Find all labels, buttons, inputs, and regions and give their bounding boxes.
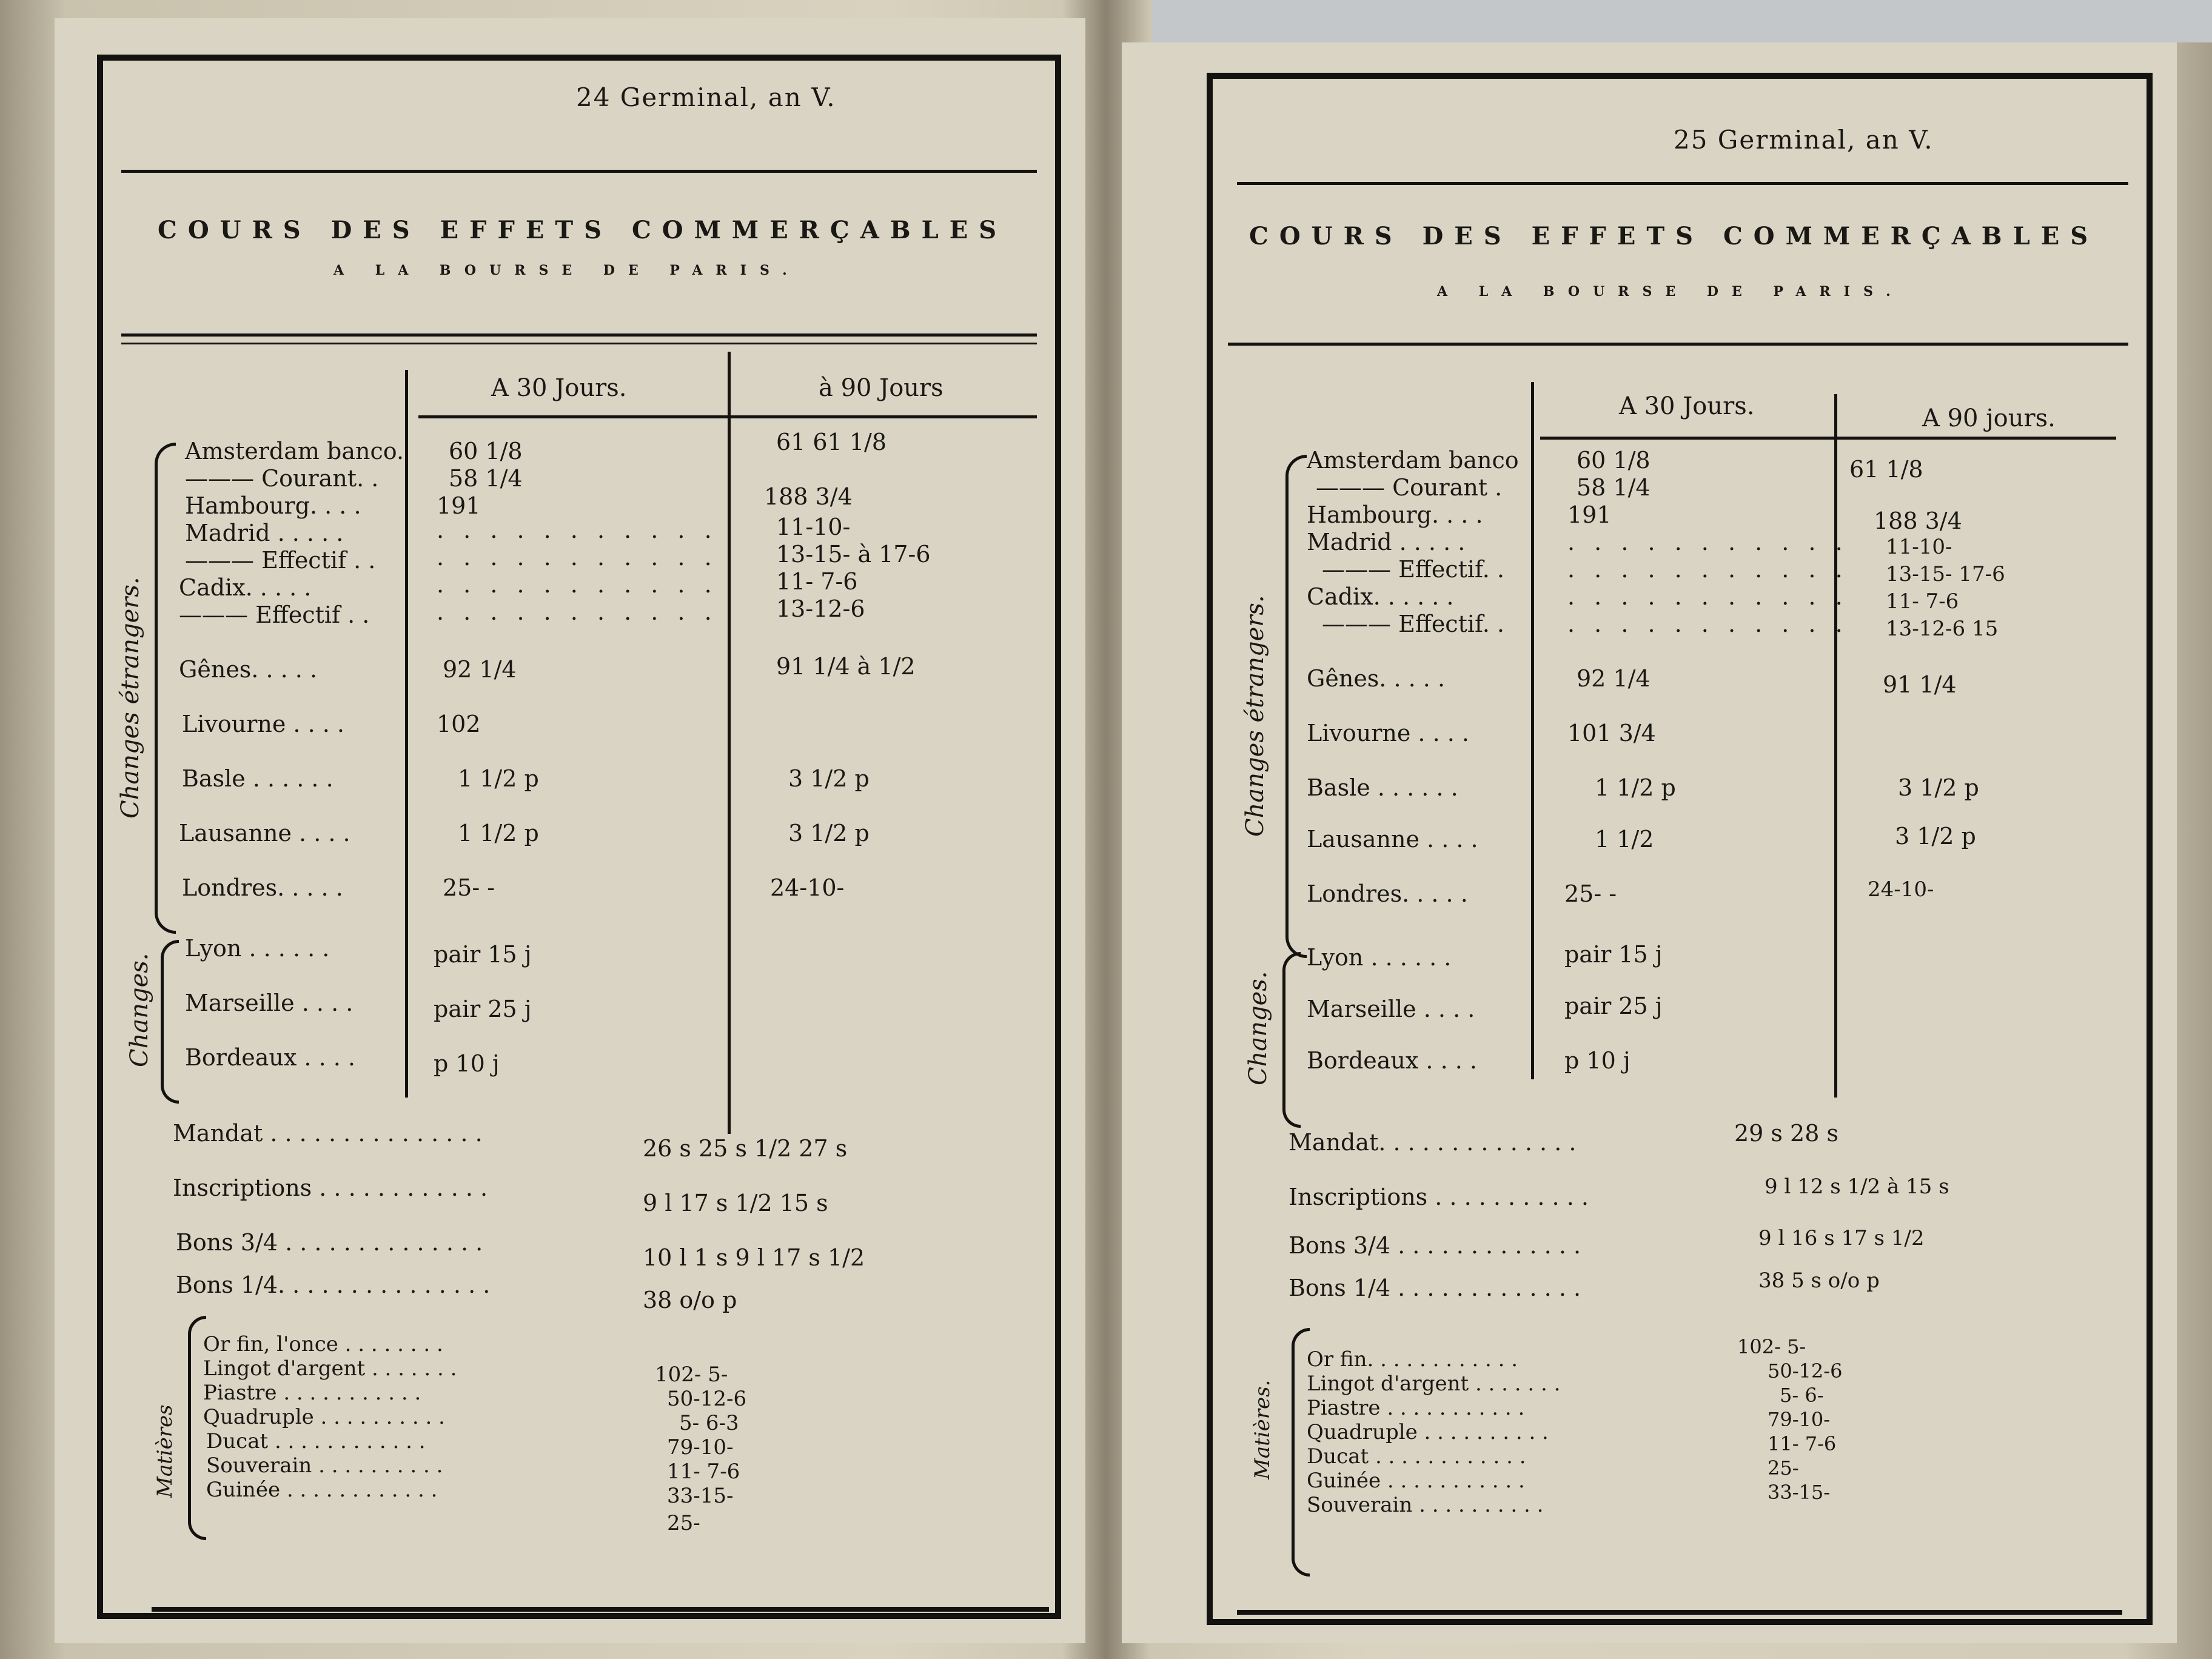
left-page	[55, 18, 1085, 1643]
left-col-30-header: A 30 Jours.	[491, 374, 627, 402]
left-group-matieres: Matières	[153, 1404, 177, 1498]
right-effet-label: Bons 3/4 . . . . . . . . . . . . .	[1289, 1232, 1581, 1259]
left-row-label: Hambourg. . . .	[185, 492, 361, 519]
left-row-30: . . . . . . . . . . .	[437, 544, 718, 571]
right-row-90: 3 1/2 p	[1898, 774, 1979, 801]
left-row-label: Bordeaux . . . .	[185, 1044, 355, 1071]
left-group-changes: Changes.	[126, 953, 153, 1067]
left-row-label: Cadix. . . . .	[179, 574, 312, 601]
right-matiere-label: Guinée . . . . . . . . . . .	[1307, 1469, 1525, 1493]
right-row-label: ——— Effectif. .	[1322, 556, 1504, 583]
right-row-90: 3 1/2 p	[1895, 823, 1976, 850]
right-row-30: 1 1/2	[1595, 826, 1654, 853]
right-rule-top	[1237, 182, 2128, 185]
left-row-30: 58 1/4	[449, 465, 523, 492]
right-page	[1122, 42, 2177, 1643]
right-row-30: 1 1/2 p	[1595, 774, 1676, 801]
right-row-label: Londres. . . . .	[1307, 880, 1468, 907]
right-row-30: . . . . . . . . . . .	[1567, 529, 1849, 555]
left-row-90: 24-10-	[770, 874, 845, 901]
left-row-label: ——— Effectif . .	[179, 602, 370, 628]
left-matiere-label: Ducat . . . . . . . . . . . .	[206, 1429, 426, 1453]
right-row-30: . . . . . . . . . . .	[1567, 611, 1849, 637]
right-col-header-rule	[1540, 437, 2116, 440]
left-row-90: 13-15- à 17-6	[776, 541, 931, 568]
right-brace-changes	[1282, 952, 1301, 1128]
left-row-label: Amsterdam banco.	[185, 438, 404, 464]
left-row-30: 92 1/4	[443, 656, 517, 683]
right-matiere-label: Piastre . . . . . . . . . . .	[1307, 1396, 1525, 1420]
right-row-30: pair 25 j	[1564, 993, 1663, 1019]
left-group-changes-etrangers: Changes étrangers.	[116, 577, 144, 819]
right-effet-value: 9 l 16 s 17 s 1/2	[1758, 1226, 1925, 1250]
right-effet-value: 29 s 28 s	[1734, 1120, 1838, 1147]
left-effet-value: 10 l 1 s 9 l 17 s 1/2	[643, 1244, 865, 1271]
left-row-label: Basle . . . . . .	[182, 765, 333, 792]
right-row-90: 188 3/4	[1874, 508, 1962, 534]
right-matiere-value: 11- 7-6	[1768, 1432, 1837, 1455]
left-row-30: 191	[437, 492, 481, 519]
left-row-label: ——— Courant. .	[185, 465, 379, 492]
right-row-label: Cadix. . . . . .	[1307, 583, 1454, 610]
left-row-30: 1 1/2 p	[458, 820, 539, 846]
left-matiere-value: 5- 6-3	[679, 1411, 739, 1435]
right-matiere-label: Lingot d'argent . . . . . . .	[1307, 1372, 1561, 1396]
right-row-30: 58 1/4	[1577, 474, 1651, 501]
left-matiere-value: 102- 5-	[655, 1362, 728, 1387]
right-row-30: 60 1/8	[1577, 447, 1651, 474]
left-row-label: Marseille . . . .	[185, 990, 354, 1016]
right-row-30: 92 1/4	[1577, 665, 1651, 692]
right-row-30: p 10 j	[1564, 1047, 1631, 1074]
left-row-label: Livourne . . . .	[182, 711, 344, 737]
left-effet-label: Bons 1/4. . . . . . . . . . . . . . .	[176, 1272, 491, 1298]
right-row-90: 13-15- 17-6	[1886, 562, 2005, 586]
right-row-90: 11-10-	[1886, 535, 1952, 559]
left-matiere-value: 33-15-	[667, 1484, 734, 1508]
left-row-label: ——— Effectif . .	[185, 547, 376, 574]
right-row-label: Bordeaux . . . .	[1307, 1047, 1477, 1074]
left-row-30: 1 1/2 p	[458, 765, 539, 792]
left-matiere-label: Quadruple . . . . . . . . . .	[203, 1405, 445, 1429]
left-row-label: Lyon . . . . . .	[185, 935, 330, 962]
left-row-label: Lausanne . . . .	[179, 820, 350, 846]
left-row-30: pair 15 j	[434, 941, 532, 968]
right-matiere-label: Souverain . . . . . . . . . .	[1307, 1493, 1544, 1517]
right-matiere-value: 50-12-6	[1768, 1359, 1843, 1382]
right-col-90-header: A 90 jours.	[1922, 404, 2056, 432]
right-row-90: 11- 7-6	[1886, 589, 1959, 614]
left-matiere-value: 11- 7-6	[667, 1460, 740, 1484]
right-row-30: . . . . . . . . . . .	[1567, 583, 1849, 610]
left-row-90: 13-12-6	[776, 595, 865, 622]
right-matiere-value: 79-10-	[1768, 1408, 1831, 1431]
left-effet-value: 38 o/o p	[643, 1287, 737, 1313]
right-matiere-label: Quadruple . . . . . . . . . .	[1307, 1420, 1549, 1444]
left-row-30: 102	[437, 711, 481, 737]
right-title: COURS DES EFFETS COMMERÇABLES	[1249, 222, 2099, 250]
right-col-divider-2	[1834, 394, 1837, 1098]
right-effet-value: 9 l 12 s 1/2 à 15 s	[1765, 1175, 1949, 1199]
left-matiere-value: 50-12-6	[667, 1387, 747, 1411]
left-row-90: 3 1/2 p	[788, 820, 870, 846]
right-row-90: 13-12-6 15	[1886, 617, 1999, 641]
right-row-label: ——— Effectif. .	[1322, 611, 1504, 637]
left-row-90: 11-10-	[776, 514, 851, 540]
right-col-divider-1	[1531, 382, 1534, 1079]
left-title: COURS DES EFFETS COMMERÇABLES	[158, 216, 1008, 244]
left-matiere-label: Or fin, l'once . . . . . . . .	[203, 1332, 443, 1356]
right-row-30: pair 15 j	[1564, 941, 1663, 968]
background-strip	[1152, 0, 2212, 42]
right-row-label: Marseille . . . .	[1307, 996, 1475, 1022]
right-effet-label: Bons 1/4 . . . . . . . . . . . . .	[1289, 1275, 1581, 1301]
left-effet-label: Mandat . . . . . . . . . . . . . . .	[173, 1120, 483, 1147]
right-row-label: Hambourg. . . .	[1307, 501, 1483, 528]
right-effet-label: Mandat. . . . . . . . . . . . . .	[1289, 1129, 1577, 1156]
left-brace-etrangers	[155, 443, 176, 934]
right-row-30: 101 3/4	[1567, 720, 1656, 746]
right-row-label: Lyon . . . . . .	[1307, 944, 1452, 971]
right-effet-value: 38 5 s o/o p	[1758, 1269, 1880, 1293]
left-rule-mid	[121, 333, 1037, 337]
right-rule-mid	[1228, 343, 2128, 346]
right-row-30: 191	[1567, 501, 1612, 528]
left-col-header-rule	[418, 415, 1037, 418]
left-header: 24 Germinal, an V.	[576, 82, 836, 112]
left-matiere-label: Lingot d'argent . . . . . . .	[203, 1356, 457, 1381]
right-header: 25 Germinal, an V.	[1674, 125, 1934, 155]
right-subtitle: A LA BOURSE DE PARIS.	[1437, 284, 1904, 300]
left-effet-label: Inscriptions . . . . . . . . . . . .	[173, 1175, 488, 1201]
left-row-30: . . . . . . . . . . .	[437, 571, 718, 598]
left-row-90: 91 1/4 à 1/2	[776, 653, 916, 680]
left-row-30: . . . . . . . . . . .	[437, 598, 718, 625]
left-matiere-value: 79-10-	[667, 1435, 734, 1460]
left-matiere-label: Guinée . . . . . . . . . . . .	[206, 1478, 438, 1502]
left-effet-value: 9 l 17 s 1/2 15 s	[643, 1190, 828, 1216]
right-row-label: Madrid . . . . .	[1307, 529, 1466, 555]
right-rule-bottom	[1237, 1610, 2122, 1615]
left-rule-bottom	[152, 1607, 1049, 1612]
left-row-30: 60 1/8	[449, 438, 523, 464]
right-matiere-value: 102- 5-	[1737, 1335, 1806, 1358]
right-effet-label: Inscriptions . . . . . . . . . . .	[1289, 1184, 1589, 1210]
right-row-label: Amsterdam banco	[1307, 447, 1519, 474]
left-row-30: 25- -	[443, 874, 495, 901]
right-row-label: Gênes. . . . .	[1307, 665, 1446, 692]
right-row-label: Lausanne . . . .	[1307, 826, 1478, 853]
right-row-90: 24-10-	[1868, 877, 1934, 902]
right-matiere-value: 5- 6-	[1780, 1384, 1824, 1407]
left-row-label: Madrid . . . . .	[185, 520, 344, 546]
right-row-30: 25- -	[1564, 880, 1617, 907]
left-matiere-value: 25-	[667, 1511, 700, 1535]
left-row-label: Londres. . . . .	[182, 874, 343, 901]
left-col-divider-2	[728, 352, 731, 1134]
left-row-label: Gênes. . . . .	[179, 656, 318, 683]
left-effet-value: 26 s 25 s 1/2 27 s	[643, 1135, 848, 1162]
right-matiere-value: 25-	[1768, 1456, 1799, 1480]
right-group-matieres: Matières.	[1250, 1379, 1275, 1480]
left-effet-label: Bons 3/4 . . . . . . . . . . . . . .	[176, 1229, 483, 1256]
left-row-30: . . . . . . . . . . .	[437, 517, 718, 543]
left-subtitle: A LA BOURSE DE PARIS.	[333, 263, 800, 278]
left-matiere-label: Piastre . . . . . . . . . . .	[203, 1381, 421, 1405]
right-matiere-value: 33-15-	[1768, 1481, 1831, 1504]
left-col-90-header: à 90 Jours	[819, 374, 943, 402]
right-row-30: . . . . . . . . . . .	[1567, 556, 1849, 583]
left-row-30: p 10 j	[434, 1050, 500, 1077]
left-rule-top	[121, 170, 1037, 173]
right-row-label: Livourne . . . .	[1307, 720, 1469, 746]
right-group-changes-etrangers: Changes étrangers.	[1241, 595, 1269, 837]
left-brace-changes	[161, 940, 179, 1104]
left-rule-mid2	[121, 343, 1037, 344]
left-row-90: 3 1/2 p	[788, 765, 870, 792]
right-group-changes: Changes.	[1244, 971, 1272, 1085]
right-row-label: Basle . . . . . .	[1307, 774, 1458, 801]
right-brace-etrangers	[1285, 455, 1307, 958]
right-row-label: ——— Courant .	[1316, 474, 1503, 501]
right-col-30-header: A 30 Jours.	[1619, 392, 1755, 420]
left-row-90: 61 61 1/8	[776, 429, 887, 455]
right-row-90: 61 1/8	[1849, 456, 1923, 483]
right-matiere-label: Ducat . . . . . . . . . . . .	[1307, 1444, 1526, 1469]
right-matiere-label: Or fin. . . . . . . . . . . .	[1307, 1347, 1518, 1372]
left-col-divider-1	[405, 370, 408, 1098]
left-matiere-label: Souverain . . . . . . . . . .	[206, 1453, 443, 1478]
right-row-90: 91 1/4	[1883, 671, 1957, 698]
left-row-30: pair 25 j	[434, 996, 532, 1022]
left-row-90: 11- 7-6	[776, 568, 858, 595]
left-row-90: 188 3/4	[764, 483, 853, 510]
